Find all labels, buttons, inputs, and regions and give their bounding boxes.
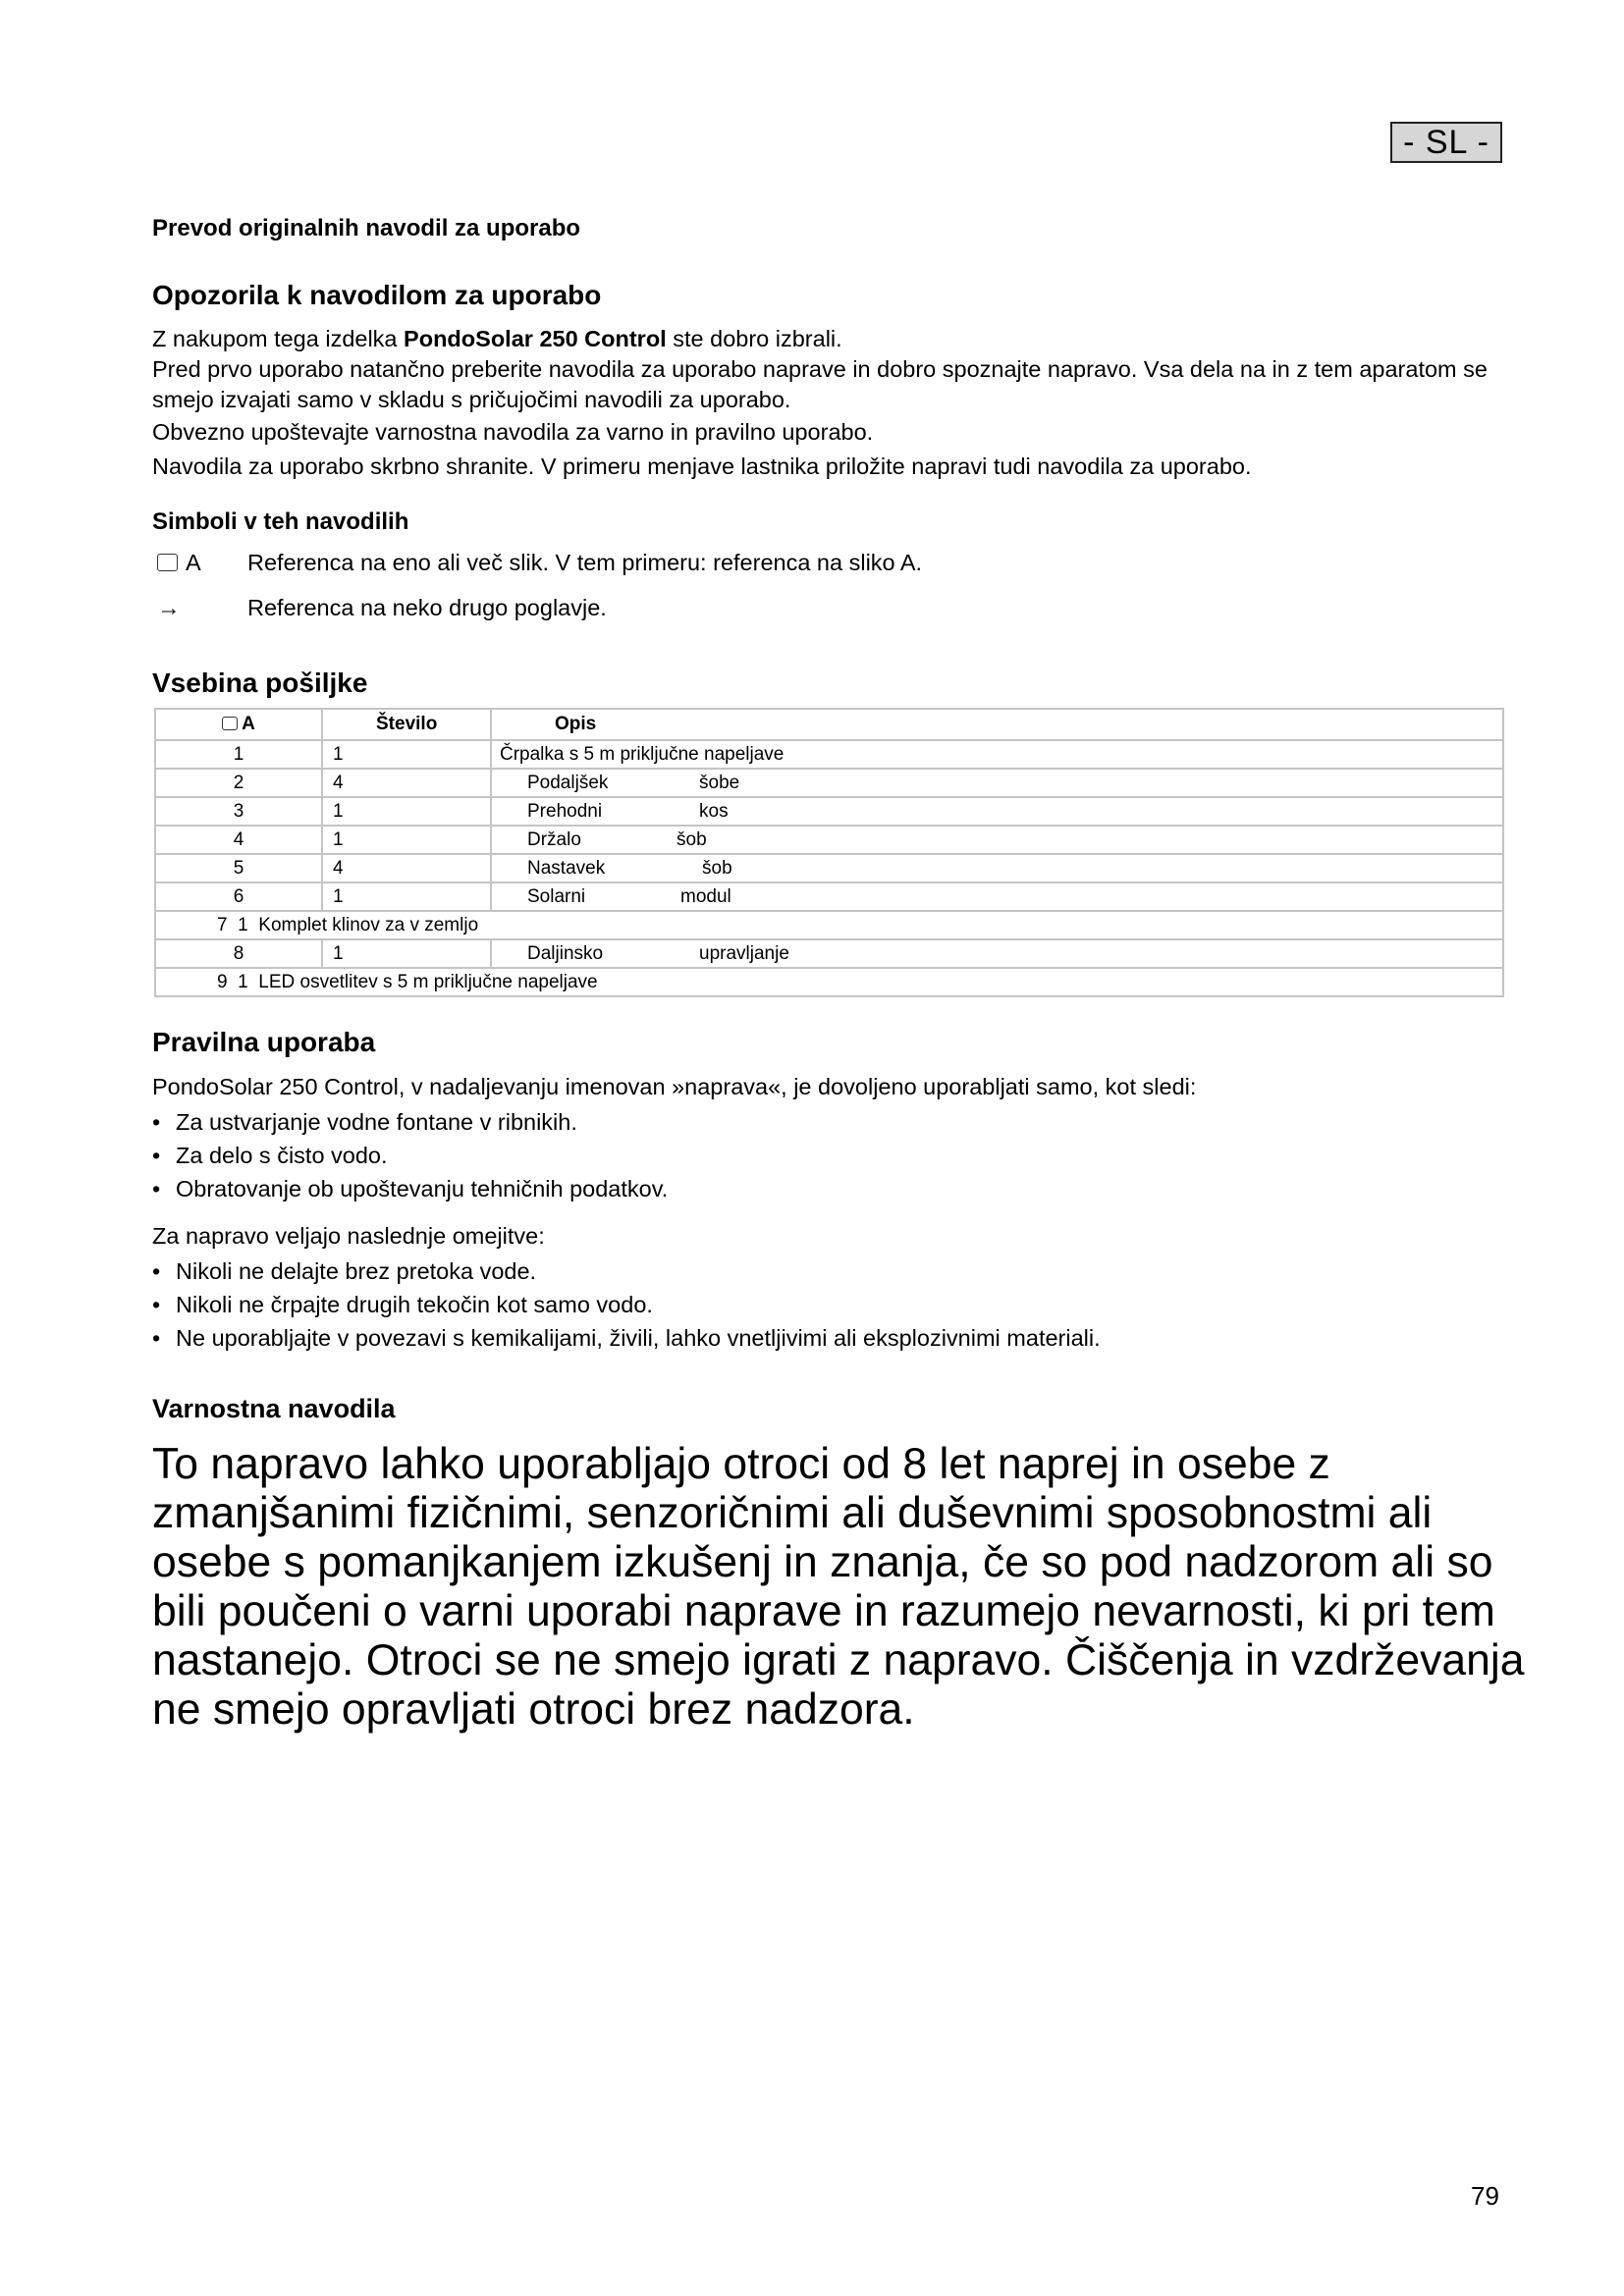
limits-list bbox=[152, 1255, 1517, 1355]
row-description bbox=[491, 769, 1503, 797]
safety-heading: Varnostna navodila bbox=[152, 1394, 396, 1423]
row-count: 1 bbox=[238, 914, 248, 935]
limits-intro: Za napravo veljajo naslednje omejitve: bbox=[152, 1223, 545, 1249]
row-description bbox=[491, 797, 1503, 826]
document-title: Prevod originalnih navodil za uporabo bbox=[152, 215, 581, 241]
figure-box-icon bbox=[222, 717, 238, 730]
row-number: 2 bbox=[155, 769, 322, 797]
row-count: 1 bbox=[322, 939, 491, 968]
row-description-text-2: kos bbox=[699, 800, 729, 822]
row-description-text: Prehodni bbox=[527, 800, 603, 822]
figure-reference-symbol bbox=[157, 550, 247, 576]
column-header-desc: Opis bbox=[491, 709, 1503, 740]
notes-line-2: Pred prvo uporabo natančno preberite navodila za uporabo naprave in dobro spoznajte napravo. Vsa dela na in z tem aparatom se smejo izvajati samo v skladu s pričujočimi navodili za uporabo. bbox=[152, 356, 1488, 412]
list-item: • Ne uporabljajte v povezavi s kemikalijami, živili, lahko vnetljivimi ali eksplozivnimi materiali. bbox=[152, 1321, 1517, 1355]
row-count: 1 bbox=[322, 797, 491, 826]
table-row bbox=[155, 797, 1503, 826]
notes-line-1-post: ste dobro izbrali. bbox=[666, 326, 842, 351]
row-description bbox=[491, 826, 1503, 854]
notes-heading: Opozorila k navodilom za uporabo bbox=[152, 280, 602, 310]
arrow-right-icon: → bbox=[157, 595, 181, 620]
language-tag: - SL - bbox=[1390, 122, 1502, 163]
row-description bbox=[491, 882, 1503, 911]
notes-line-3: Obvezno upoštevajte varnostna navodila za varno in pravilno uporabo. bbox=[152, 419, 874, 445]
figure-reference-text: Referenca na eno ali več slik. V tem primeru: referenca na sliko A. bbox=[247, 550, 923, 575]
row-description bbox=[491, 854, 1503, 882]
usage-intro: PondoSolar 250 Control, v nadaljevanju imenovan »naprava«, je dovoljeno uporabljati samo, kot sledi: bbox=[152, 1074, 1197, 1099]
row-description-text: Črpalka s 5 m priključne napeljave bbox=[500, 743, 785, 765]
row-description-text: Nastavek bbox=[527, 857, 606, 879]
table-row bbox=[155, 854, 1503, 882]
column-header-a-label: A bbox=[242, 714, 255, 734]
notes-line-1-pre: Z nakupom tega izdelka bbox=[152, 326, 405, 351]
table-row bbox=[155, 911, 1503, 939]
shipment-table bbox=[154, 708, 1504, 997]
allowed-list bbox=[152, 1105, 1517, 1205]
symbol-row-figure bbox=[157, 550, 922, 576]
list-item: • Nikoli ne delajte brez pretoka vode. bbox=[152, 1255, 1517, 1288]
row-description-text-2: modul bbox=[680, 885, 731, 907]
row-count: 4 bbox=[322, 854, 491, 882]
notes-line-4: Navodila za uporabo skrbno shranite. V primeru menjave lastnika priložite napravi tudi navodila za uporabo. bbox=[152, 454, 1252, 479]
figure-box-icon bbox=[157, 554, 178, 571]
row-number: 9 bbox=[217, 971, 228, 992]
column-header-count: Število bbox=[322, 709, 491, 740]
table-row bbox=[155, 826, 1503, 854]
row-description-text: Podaljšek bbox=[527, 772, 609, 793]
row-number: 5 bbox=[155, 854, 322, 882]
row-description-text: Držalo bbox=[527, 828, 581, 850]
row-description-text-2: šobe bbox=[699, 772, 740, 793]
row-description bbox=[491, 740, 1503, 769]
safety-text bbox=[152, 1440, 1527, 1735]
table-row bbox=[155, 769, 1503, 797]
row-description-text-2: upravljanje bbox=[699, 942, 789, 964]
row-description bbox=[491, 939, 1503, 968]
list-item: • Nikoli ne črpajte drugih tekočin kot samo vodo. bbox=[152, 1288, 1517, 1321]
row-description-text: Komplet klinov za v zemljo bbox=[258, 914, 479, 935]
usage-heading: Pravilna uporaba bbox=[152, 1027, 376, 1057]
row-description-text: Solarni bbox=[527, 885, 586, 907]
usage-section bbox=[152, 1070, 1517, 1355]
row-number: 8 bbox=[155, 939, 322, 968]
table-row bbox=[155, 939, 1503, 968]
table-row bbox=[155, 740, 1503, 769]
table-row bbox=[155, 882, 1503, 911]
row-count: 1 bbox=[322, 826, 491, 854]
product-name: PondoSolar 250 Control bbox=[404, 326, 667, 351]
symbols-heading: Simboli v teh navodilih bbox=[152, 508, 409, 535]
row-merged bbox=[155, 968, 1503, 996]
shipment-heading: Vsebina pošiljke bbox=[152, 667, 368, 698]
table-row bbox=[155, 968, 1503, 996]
row-count: 4 bbox=[322, 769, 491, 797]
row-count: 1 bbox=[322, 740, 491, 769]
list-item: • Za delo s čisto vodo. bbox=[152, 1139, 1517, 1172]
page-number: 79 bbox=[1471, 2181, 1499, 2211]
row-number: 6 bbox=[155, 882, 322, 911]
row-count: 1 bbox=[238, 971, 248, 992]
row-description-text: LED osvetlitev s 5 m priključne napeljave bbox=[258, 971, 598, 992]
symbol-row-chapter bbox=[157, 595, 607, 621]
row-number: 3 bbox=[155, 797, 322, 826]
safety-paragraph: To napravo lahko uporabljajo otroci od 8 let naprej in osebe z zmanjšanimi fizičnimi, senzoričnimi ali duševnimi sposobnostmi ali osebe s pomanjkanjem izkušenj in znanja, če so pod nadzorom ali so bili poučeni o varni uporabi naprave in razumejo nevarnosti, ki pri tem nastanejo. Otroci se ne smejo igrati z napravo. Čiščenja in vzdrževanja ne smejo opravljati otroci brez nadzora. bbox=[152, 1440, 1525, 1734]
figure-reference-letter: A bbox=[186, 550, 201, 575]
notes-line-1 bbox=[152, 324, 1507, 354]
column-header-a bbox=[155, 709, 322, 740]
table-header-row bbox=[155, 709, 1503, 740]
row-count: 1 bbox=[322, 882, 491, 911]
list-item: • Za ustvarjanje vodne fontane v ribnikih. bbox=[152, 1105, 1517, 1139]
chapter-reference-text: Referenca na neko drugo poglavje. bbox=[247, 595, 607, 620]
row-description-text: Daljinsko bbox=[527, 942, 604, 964]
notes-text bbox=[152, 324, 1507, 482]
row-description-text-2: šob bbox=[702, 857, 732, 879]
row-merged bbox=[155, 911, 1503, 939]
row-number: 7 bbox=[217, 914, 228, 935]
row-description-text-2: šob bbox=[677, 828, 707, 850]
list-item: • Obratovanje ob upoštevanju tehničnih podatkov. bbox=[152, 1172, 1517, 1205]
row-number: 4 bbox=[155, 826, 322, 854]
row-number: 1 bbox=[155, 740, 322, 769]
